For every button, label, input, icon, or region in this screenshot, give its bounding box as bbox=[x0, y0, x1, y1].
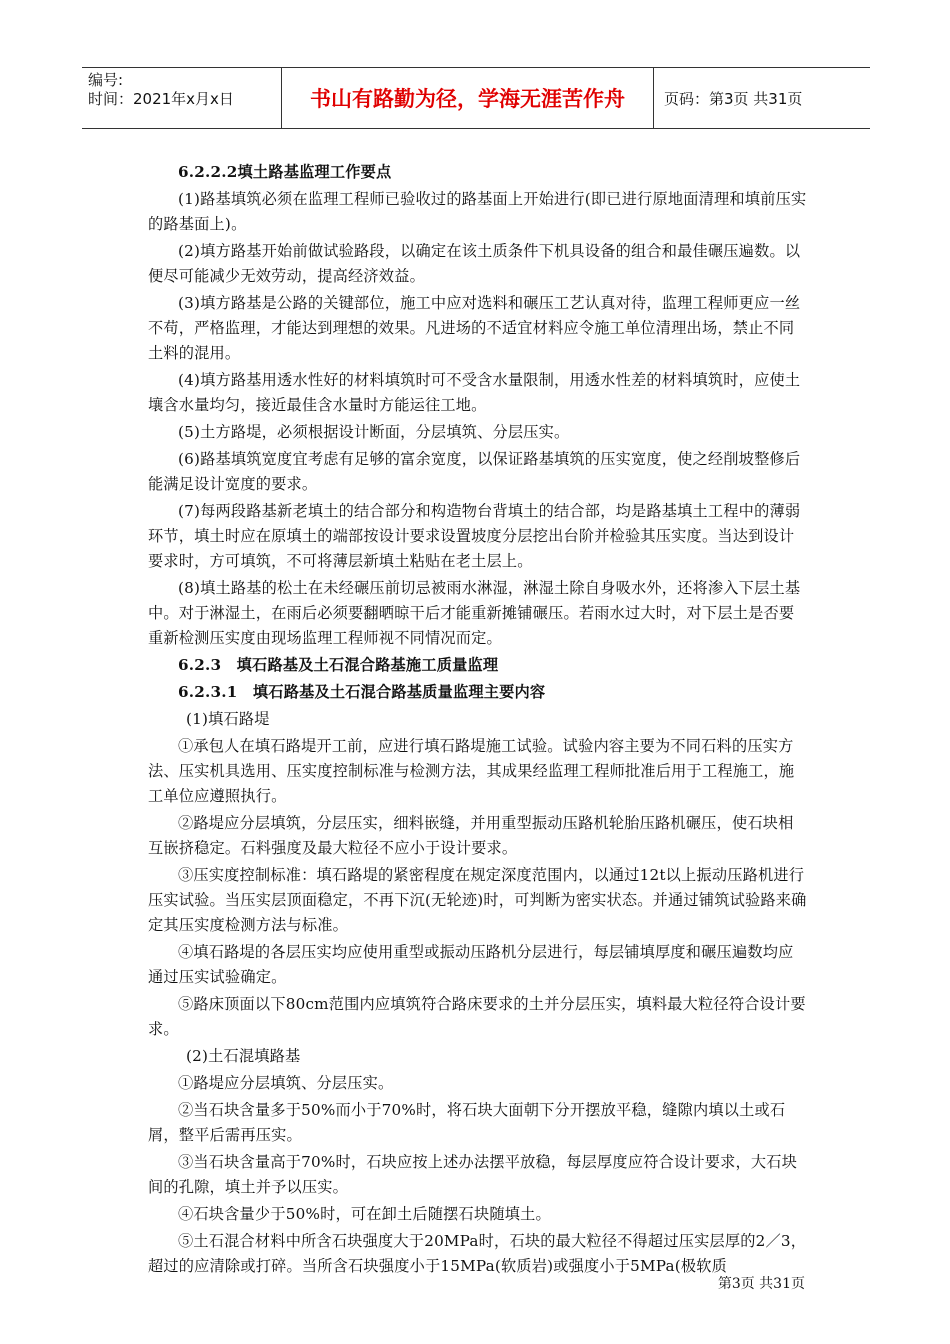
document-body bbox=[148, 160, 808, 1281]
header-motto: 书山有路勤为径，学海无涯苦作舟 bbox=[282, 68, 654, 128]
paragraph: (2)填方路基开始前做试验路段，以确定在该土质条件下机具设备的组合和最佳碾压遍数。以便尽可能减少无效劳动，提高经济效益。 bbox=[148, 242, 801, 285]
section-heading: 6.2.3.1 填石路基及土石混合路基质量监理主要内容 bbox=[178, 683, 546, 701]
paragraph: ④填石路堤的各层压实均应使用重型或振动压路机分层进行，每层铺填厚度和碾压遍数均应通过压实试验确定。 bbox=[148, 943, 794, 986]
paragraph: (6)路基填筑宽度宜考虑有足够的富余宽度，以保证路基填筑的压实宽度，使之经削坡整修后能满足设计宽度的要求。 bbox=[148, 450, 801, 493]
paragraph: ③当石块含量高于70%时，石块应按上述办法摆平放稳，每层厚度应符合设计要求，大石块间的孔隙，填土并予以压实。 bbox=[148, 1153, 798, 1196]
paragraph: (7)每两段路基新老填土的结合部分和构造物台背填土的结合部，均是路基填土工程中的薄弱环节，填土时应在原填土的端部按设计要求设置坡度分层挖出台阶并检验其压实度。当达到设计要求时，方可填筑，不可将薄层新填土粘贴在老土层上。 bbox=[148, 502, 801, 570]
paragraph: ⑤路床顶面以下80cm范围内应填筑符合路床要求的土并分层压实，填料最大粒径符合设计要求。 bbox=[148, 995, 806, 1038]
header-meta bbox=[82, 68, 282, 128]
paragraph: ①路堤应分层填筑、分层压实。 bbox=[178, 1074, 394, 1092]
paragraph: ④石块含量少于50%时，可在卸土后随摆石块随填土。 bbox=[178, 1205, 551, 1223]
paragraph: (4)填方路基用透水性好的材料填筑时可不受含水量限制，用透水性差的材料填筑时，应使土壤含水量均匀，接近最佳含水量时方能运往工地。 bbox=[148, 371, 801, 414]
paragraph: (5)土方路堤，必须根据设计断面，分层填筑、分层压实。 bbox=[178, 423, 570, 441]
paragraph: ③压实度控制标准：填石路堤的紧密程度在规定深度范围内，以通过12t以上振动压路机进行压实试验。当压实层顶面稳定，不再下沉(无轮迹)时，可判断为密实状态。并通过铺筑试验路来确定其压实度检测方法与标准。 bbox=[148, 866, 807, 934]
paragraph: ⑤土石混合材料中所含石块强度大于20MPa时，石块的最大粒径不得超过压实层厚的2／3，超过的应清除或打碎。当所含石块强度小于15MPa(软质岩)或强度小于5MPa(极软质 bbox=[148, 1232, 807, 1275]
page-header bbox=[82, 67, 870, 129]
section-heading: 6.2.2.2填土路基监理工作要点 bbox=[178, 163, 392, 181]
section-heading: 6.2.3 填石路基及土石混合路基施工质量监理 bbox=[178, 656, 499, 674]
paragraph: (2)土石混填路基 bbox=[186, 1047, 301, 1065]
paragraph: (1)路基填筑必须在监理工程师已验收过的路基面上开始进行(即已进行原地面清理和填前压实的路基面上)。 bbox=[148, 190, 807, 233]
paragraph: (8)填土路基的松土在未经碾压前切忌被雨水淋湿，淋湿土除自身吸水外，还将渗入下层土基中。对于淋湿土，在雨后必须要翻晒晾干后才能重新摊铺碾压。若雨水过大时，对下层土是否要重新检测压实度由现场监理工程师视不同情况而定。 bbox=[148, 579, 801, 647]
document-date: 时间：2021年x月x日 bbox=[88, 90, 234, 108]
paragraph: ②路堤应分层填筑，分层压实，细料嵌缝，并用重型振动压路机轮胎压路机碾压，使石块相互嵌挤稳定。石料强度及最大粒径不应小于设计要求。 bbox=[148, 814, 794, 857]
paragraph: ①承包人在填石路堤开工前，应进行填石路堤施工试验。试验内容主要为不同石料的压实方法、压实机具选用、压实度控制标准与检测方法，其成果经监理工程师批准后用于工程施工，施工单位应遵照执行。 bbox=[148, 737, 795, 805]
header-page-info: 页码：第3页 共31页 bbox=[664, 89, 803, 108]
paragraph: ②当石块含量多于50%而小于70%时，将石块大面朝下分开摆放平稳，缝隙内填以土或石屑，整平后需再压实。 bbox=[148, 1101, 786, 1144]
paragraph: (1)填石路堤 bbox=[186, 710, 270, 728]
document-number-label: 编号: bbox=[88, 71, 124, 89]
paragraph: (3)填方路基是公路的关键部位，施工中应对选料和碾压工艺认真对待，监理工程师更应一丝不苟，严格监理，才能达到理想的效果。凡进场的不适宜材料应令施工单位清理出场，禁止不同土料的混用。 bbox=[148, 294, 801, 362]
page-footer: 第3页 共31页 bbox=[717, 1276, 805, 1292]
